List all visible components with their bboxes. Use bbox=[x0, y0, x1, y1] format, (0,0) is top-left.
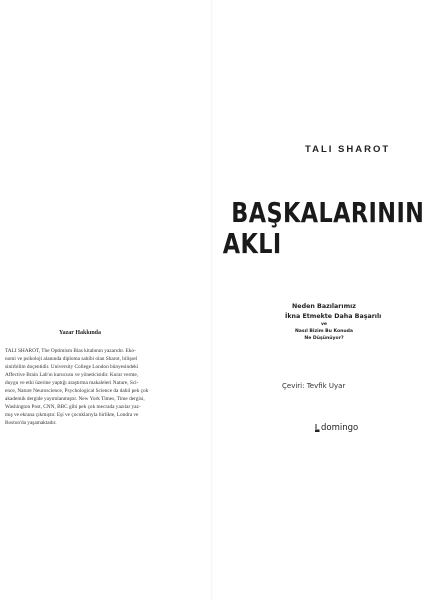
subtitle-line: ve bbox=[320, 322, 328, 327]
subtitle-line: Nasıl Bizim Bu Konuda bbox=[294, 329, 354, 334]
bio-line: akademik dergide yayımlanmıştır. New York Times, Time dergisi, bbox=[5, 396, 145, 403]
right-page bbox=[213, 0, 424, 600]
translator-credit: Çeviri: Tevfik Uyar bbox=[282, 382, 346, 390]
bio-line: Affective Brain Lab'ın kurucusu ve yöneticisidir. Kurar verme, bbox=[5, 372, 139, 379]
subtitle-line: İkna Etmekte Daha Başarılı bbox=[285, 312, 382, 320]
book-title-line-1: BAŞKALARININ bbox=[230, 196, 424, 229]
book-title-line-2: AKLI bbox=[223, 227, 282, 260]
publisher-mark-icon bbox=[315, 424, 320, 432]
publisher-name: domingo bbox=[321, 423, 359, 433]
bio-line: TALI SHAROT, The Optimism Bias kitabının yazarıdır. Eko- bbox=[5, 348, 136, 354]
bio-line: Washington Post, CNN, BBC gibi pek çok mecrada yazılar yaz- bbox=[5, 404, 141, 411]
publisher-logo bbox=[315, 423, 358, 433]
author-name: TALI SHAROT bbox=[305, 144, 391, 155]
bio-line: duygu ve etki üzerine yaptığı araştırma makaleleri Nature, Sci- bbox=[5, 380, 139, 387]
author-bio bbox=[5, 347, 160, 427]
bio-line: sinirbilim doçentidir. University College London bünyesindeki bbox=[5, 364, 139, 371]
subtitle-line: Neden Bazılarımız bbox=[292, 303, 356, 310]
bio-line: nomi ve psikoloji alanında diploma sahibi olan Sharot, bilişsel bbox=[5, 356, 138, 363]
bio-line: ence, Nature Neuroscience, Psychological Science da dahil pek çok bbox=[5, 388, 149, 395]
bio-line: mış ve ekrana çıkmıştır. Eşi ve çocuklarıyla birlikte, Londra ve bbox=[5, 412, 139, 419]
book-subtitle bbox=[285, 302, 382, 342]
bio-heading: Yazar Hakkında bbox=[58, 330, 102, 336]
bio-line: Boston'da yaşamaktadır. bbox=[5, 420, 57, 427]
subtitle-line: Ne Düşünüyor? bbox=[304, 336, 344, 341]
